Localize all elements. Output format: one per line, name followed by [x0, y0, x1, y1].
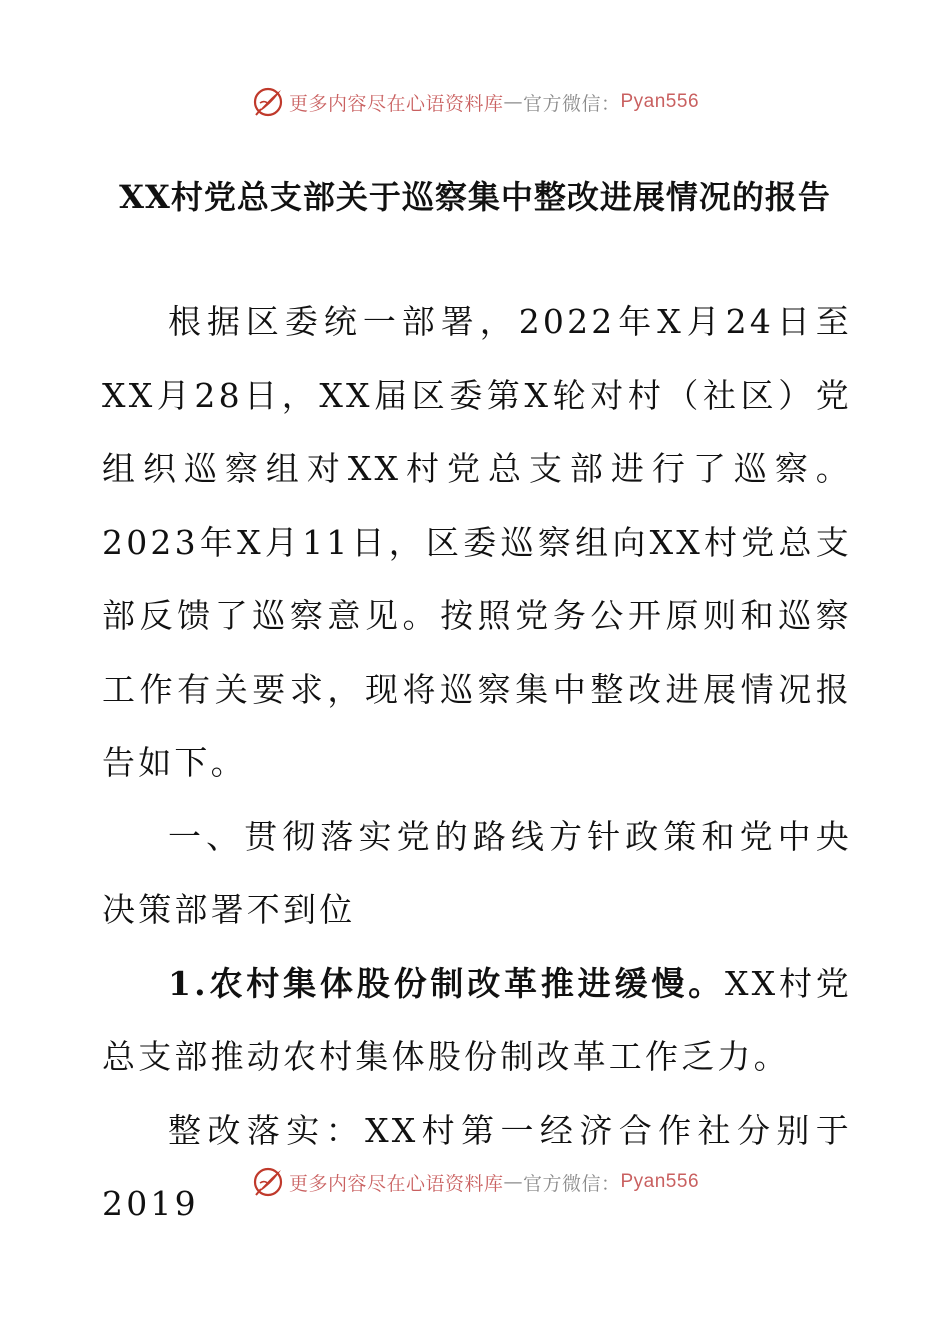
watermark-site-text: 更多内容尽在心语资料库 — [288, 92, 504, 115]
document-body — [102, 285, 852, 1241]
quill-logo-icon — [251, 85, 285, 119]
watermark-separator: — — [503, 91, 523, 113]
watermark-separator: — — [503, 1171, 523, 1193]
watermark-label: 官方微信： — [522, 1172, 621, 1195]
document-title: XX村党总支部关于巡察集中整改进展情况的报告 — [119, 178, 831, 216]
section-heading: 一、贯彻落实党的路线方针政策和党中央决策部署不到位 — [102, 816, 852, 929]
watermark-site-text: 更多内容尽在心语资料库 — [288, 1172, 504, 1195]
footer-watermark — [0, 1162, 950, 1202]
item-paragraph — [102, 947, 852, 1094]
quill-logo-icon — [251, 1165, 285, 1199]
watermark-label: 官方微信： — [522, 92, 621, 115]
header-watermark — [0, 82, 950, 122]
item-lead: 1.农村集体股份制改革推进缓慢。 — [168, 963, 725, 1003]
watermark-wechat-id: Pyan556 — [620, 91, 700, 112]
watermark-wechat-id: Pyan556 — [620, 1171, 700, 1192]
item-text: XX村党总支部推动农村集体股份制改革工作乏力。 — [102, 963, 852, 1076]
rectification-paragraph: 整改落实：XX村第一经济合作社分别于2019 — [102, 1110, 852, 1223]
intro-paragraph: 根据区委统一部署，2022年X月24日至XX月28日，XX届区委第X轮对村（社区）党组织巡察组对XX村党总支部进行了巡察。2023年X月11日，区委巡察组向XX村党总支部反馈了巡察意见。按照党务公开原则和巡察工作有关要求，现将巡察集中整改进展情况报告如下。 — [102, 302, 852, 782]
